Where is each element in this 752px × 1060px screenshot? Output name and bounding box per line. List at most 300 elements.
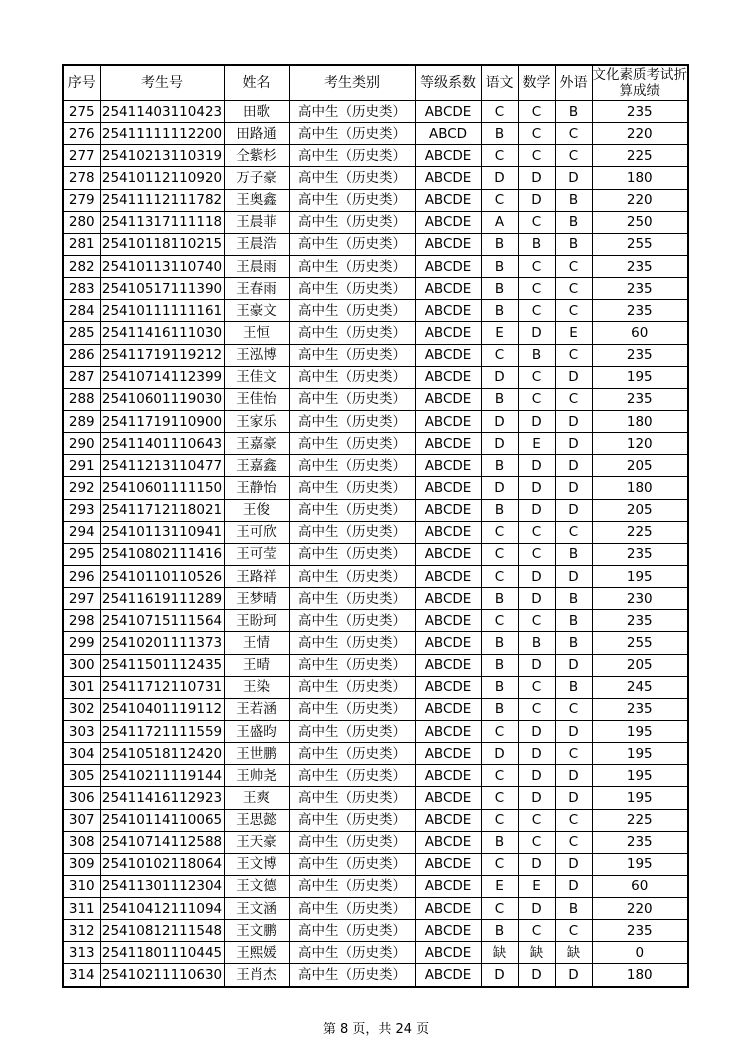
cell-grade-coef: ABCDE xyxy=(415,565,481,587)
cell-grade-coef: ABCDE xyxy=(415,211,481,233)
cell-seq: 288 xyxy=(63,388,100,410)
cell-grade-coef: ABCDE xyxy=(415,278,481,300)
table-row xyxy=(63,632,688,654)
cell-converted-score: 195 xyxy=(592,720,688,742)
cell-foreign: D xyxy=(555,410,592,432)
cell-seq: 278 xyxy=(63,167,100,189)
cell-exam-id: 25411112111782 xyxy=(100,189,224,211)
cell-converted-score: 60 xyxy=(592,875,688,897)
cell-name: 王盛昀 xyxy=(224,720,289,742)
cell-category: 高中生（历史类） xyxy=(289,720,415,742)
cell-seq: 310 xyxy=(63,875,100,897)
cell-category: 高中生（历史类） xyxy=(289,433,415,455)
cell-seq: 313 xyxy=(63,942,100,964)
cell-converted-score: 120 xyxy=(592,433,688,455)
cell-category: 高中生（历史类） xyxy=(289,898,415,920)
cell-foreign: D xyxy=(555,720,592,742)
cell-category: 高中生（历史类） xyxy=(289,743,415,765)
cell-math: C xyxy=(518,255,555,277)
cell-chinese: B xyxy=(481,123,518,145)
cell-exam-id: 25410201111373 xyxy=(100,632,224,654)
cell-math: C xyxy=(518,521,555,543)
cell-chinese: B xyxy=(481,255,518,277)
cell-exam-id: 25411721111559 xyxy=(100,720,224,742)
cell-exam-id: 25410110110526 xyxy=(100,565,224,587)
cell-seq: 298 xyxy=(63,610,100,632)
cell-math: C xyxy=(518,211,555,233)
table-row xyxy=(63,344,688,366)
cell-converted-score: 235 xyxy=(592,610,688,632)
cell-name: 王文涵 xyxy=(224,898,289,920)
cell-chinese: C xyxy=(481,765,518,787)
cell-name: 王可莹 xyxy=(224,543,289,565)
cell-name: 王佳怡 xyxy=(224,388,289,410)
cell-name: 王熙媛 xyxy=(224,942,289,964)
score-table xyxy=(62,64,689,988)
cell-exam-id: 25410601111150 xyxy=(100,477,224,499)
cell-exam-id: 25411719110900 xyxy=(100,410,224,432)
cell-foreign: D xyxy=(555,167,592,189)
cell-chinese: B xyxy=(481,278,518,300)
table-row xyxy=(63,521,688,543)
cell-foreign: D xyxy=(555,654,592,676)
table-row xyxy=(63,964,688,987)
cell-category: 高中生（历史类） xyxy=(289,809,415,831)
cell-name: 王嘉豪 xyxy=(224,433,289,455)
cell-name: 王春雨 xyxy=(224,278,289,300)
cell-seq: 291 xyxy=(63,455,100,477)
cell-converted-score: 255 xyxy=(592,233,688,255)
cell-grade-coef: ABCDE xyxy=(415,920,481,942)
table-row xyxy=(63,211,688,233)
cell-category: 高中生（历史类） xyxy=(289,278,415,300)
cell-grade-coef: ABCDE xyxy=(415,898,481,920)
cell-converted-score: 0 xyxy=(592,942,688,964)
cell-converted-score: 220 xyxy=(592,898,688,920)
cell-name: 仝紫杉 xyxy=(224,145,289,167)
cell-converted-score: 220 xyxy=(592,189,688,211)
cell-converted-score: 195 xyxy=(592,366,688,388)
cell-grade-coef: ABCDE xyxy=(415,743,481,765)
cell-grade-coef: ABCDE xyxy=(415,809,481,831)
table-row xyxy=(63,565,688,587)
cell-name: 王泓博 xyxy=(224,344,289,366)
cell-math: C xyxy=(518,123,555,145)
cell-math: D xyxy=(518,964,555,987)
cell-name: 王路祥 xyxy=(224,565,289,587)
cell-chinese: D xyxy=(481,366,518,388)
cell-chinese: B xyxy=(481,300,518,322)
cell-foreign: C xyxy=(555,831,592,853)
cell-seq: 287 xyxy=(63,366,100,388)
cell-foreign: C xyxy=(555,344,592,366)
cell-math: E xyxy=(518,875,555,897)
cell-name: 王文德 xyxy=(224,875,289,897)
cell-foreign: D xyxy=(555,565,592,587)
cell-seq: 289 xyxy=(63,410,100,432)
cell-math: E xyxy=(518,433,555,455)
cell-seq: 277 xyxy=(63,145,100,167)
table-row xyxy=(63,123,688,145)
table-row xyxy=(63,366,688,388)
cell-converted-score: 235 xyxy=(592,300,688,322)
cell-chinese: C xyxy=(481,898,518,920)
cell-seq: 276 xyxy=(63,123,100,145)
cell-name: 王若涵 xyxy=(224,698,289,720)
cell-math: D xyxy=(518,765,555,787)
cell-foreign: C xyxy=(555,521,592,543)
cell-exam-id: 25410213110319 xyxy=(100,145,224,167)
cell-foreign: D xyxy=(555,765,592,787)
cell-name: 王晨雨 xyxy=(224,255,289,277)
cell-grade-coef: ABCDE xyxy=(415,189,481,211)
cell-chinese: C xyxy=(481,189,518,211)
cell-grade-coef: ABCDE xyxy=(415,720,481,742)
cell-chinese: C xyxy=(481,853,518,875)
cell-math: C xyxy=(518,676,555,698)
cell-chinese: D xyxy=(481,433,518,455)
table-row xyxy=(63,676,688,698)
cell-converted-score: 230 xyxy=(592,588,688,610)
cell-converted-score: 250 xyxy=(592,211,688,233)
cell-math: D xyxy=(518,477,555,499)
cell-exam-id: 25411111112200 xyxy=(100,123,224,145)
cell-chinese: D xyxy=(481,410,518,432)
cell-seq: 305 xyxy=(63,765,100,787)
page-footer: 第 8 页，共 24 页 xyxy=(322,1022,430,1037)
cell-chinese: C xyxy=(481,344,518,366)
table-row xyxy=(63,765,688,787)
cell-math: D xyxy=(518,588,555,610)
cell-grade-coef: ABCDE xyxy=(415,300,481,322)
cell-exam-id: 25410111111161 xyxy=(100,300,224,322)
cell-converted-score: 195 xyxy=(592,765,688,787)
cell-converted-score: 180 xyxy=(592,477,688,499)
cell-category: 高中生（历史类） xyxy=(289,543,415,565)
cell-exam-id: 25411301112304 xyxy=(100,875,224,897)
cell-seq: 290 xyxy=(63,433,100,455)
cell-exam-id: 25411719119212 xyxy=(100,344,224,366)
cell-name: 王帅尧 xyxy=(224,765,289,787)
cell-grade-coef: ABCDE xyxy=(415,255,481,277)
cell-chinese: E xyxy=(481,875,518,897)
cell-seq: 295 xyxy=(63,543,100,565)
table-row xyxy=(63,809,688,831)
cell-foreign: B xyxy=(555,676,592,698)
cell-chinese: D xyxy=(481,477,518,499)
header-name: 姓名 xyxy=(224,65,289,101)
cell-converted-score: 225 xyxy=(592,521,688,543)
cell-exam-id: 25411619111289 xyxy=(100,588,224,610)
cell-exam-id: 25411403110423 xyxy=(100,101,224,123)
cell-category: 高中生（历史类） xyxy=(289,632,415,654)
cell-category: 高中生（历史类） xyxy=(289,920,415,942)
cell-seq: 303 xyxy=(63,720,100,742)
cell-exam-id: 25411801110445 xyxy=(100,942,224,964)
cell-math: C xyxy=(518,698,555,720)
cell-exam-id: 25411712110731 xyxy=(100,676,224,698)
cell-foreign: D xyxy=(555,787,592,809)
table-row xyxy=(63,920,688,942)
table-row xyxy=(63,720,688,742)
cell-foreign: B xyxy=(555,189,592,211)
cell-foreign: C xyxy=(555,123,592,145)
cell-category: 高中生（历史类） xyxy=(289,344,415,366)
cell-seq: 302 xyxy=(63,698,100,720)
cell-math: C xyxy=(518,809,555,831)
cell-name: 田歌 xyxy=(224,101,289,123)
cell-converted-score: 235 xyxy=(592,920,688,942)
cell-foreign: C xyxy=(555,920,592,942)
cell-converted-score: 195 xyxy=(592,787,688,809)
table-header-row xyxy=(63,65,688,101)
cell-grade-coef: ABCDE xyxy=(415,366,481,388)
cell-chinese: C xyxy=(481,101,518,123)
cell-foreign: D xyxy=(555,964,592,987)
cell-grade-coef: ABCDE xyxy=(415,233,481,255)
table-row xyxy=(63,322,688,344)
cell-seq: 307 xyxy=(63,809,100,831)
cell-chinese: C xyxy=(481,787,518,809)
cell-chinese: D xyxy=(481,964,518,987)
cell-category: 高中生（历史类） xyxy=(289,101,415,123)
cell-seq: 296 xyxy=(63,565,100,587)
cell-category: 高中生（历史类） xyxy=(289,654,415,676)
cell-category: 高中生（历史类） xyxy=(289,189,415,211)
cell-exam-id: 25410112110920 xyxy=(100,167,224,189)
cell-foreign: D xyxy=(555,433,592,455)
table-row xyxy=(63,255,688,277)
cell-exam-id: 25410211110630 xyxy=(100,964,224,987)
cell-grade-coef: ABCDE xyxy=(415,499,481,521)
cell-foreign: B xyxy=(555,632,592,654)
cell-seq: 284 xyxy=(63,300,100,322)
cell-math: B xyxy=(518,632,555,654)
cell-seq: 292 xyxy=(63,477,100,499)
cell-grade-coef: ABCDE xyxy=(415,610,481,632)
table-row xyxy=(63,898,688,920)
cell-category: 高中生（历史类） xyxy=(289,521,415,543)
cell-name: 王染 xyxy=(224,676,289,698)
cell-chinese: B xyxy=(481,698,518,720)
table-row xyxy=(63,189,688,211)
cell-seq: 285 xyxy=(63,322,100,344)
cell-chinese: B xyxy=(481,920,518,942)
cell-chinese: C xyxy=(481,720,518,742)
cell-converted-score: 180 xyxy=(592,410,688,432)
cell-converted-score: 195 xyxy=(592,565,688,587)
cell-chinese: B xyxy=(481,676,518,698)
cell-exam-id: 25410102118064 xyxy=(100,853,224,875)
cell-foreign: C xyxy=(555,255,592,277)
cell-math: B xyxy=(518,233,555,255)
cell-converted-score: 235 xyxy=(592,831,688,853)
cell-converted-score: 205 xyxy=(592,499,688,521)
cell-foreign: E xyxy=(555,322,592,344)
table-row xyxy=(63,610,688,632)
cell-category: 高中生（历史类） xyxy=(289,698,415,720)
cell-name: 王文鹏 xyxy=(224,920,289,942)
cell-seq: 279 xyxy=(63,189,100,211)
header-seq: 序号 xyxy=(63,65,100,101)
cell-foreign: C xyxy=(555,300,592,322)
cell-exam-id: 25410211119144 xyxy=(100,765,224,787)
cell-seq: 281 xyxy=(63,233,100,255)
cell-chinese: E xyxy=(481,322,518,344)
header-grade-coef: 等级系数 xyxy=(415,65,481,101)
cell-category: 高中生（历史类） xyxy=(289,875,415,897)
cell-exam-id: 25410601119030 xyxy=(100,388,224,410)
cell-seq: 294 xyxy=(63,521,100,543)
cell-foreign: B xyxy=(555,898,592,920)
cell-category: 高中生（历史类） xyxy=(289,300,415,322)
cell-category: 高中生（历史类） xyxy=(289,831,415,853)
cell-foreign: 缺 xyxy=(555,942,592,964)
cell-converted-score: 180 xyxy=(592,964,688,987)
cell-exam-id: 25410812111548 xyxy=(100,920,224,942)
cell-seq: 308 xyxy=(63,831,100,853)
cell-category: 高中生（历史类） xyxy=(289,145,415,167)
cell-exam-id: 25410517111390 xyxy=(100,278,224,300)
cell-category: 高中生（历史类） xyxy=(289,610,415,632)
table-row xyxy=(63,477,688,499)
cell-grade-coef: ABCDE xyxy=(415,145,481,167)
table-row xyxy=(63,831,688,853)
cell-category: 高中生（历史类） xyxy=(289,942,415,964)
table-row xyxy=(63,388,688,410)
cell-name: 王恒 xyxy=(224,322,289,344)
cell-chinese: B xyxy=(481,388,518,410)
cell-name: 王爽 xyxy=(224,787,289,809)
cell-converted-score: 245 xyxy=(592,676,688,698)
cell-chinese: 缺 xyxy=(481,942,518,964)
cell-seq: 299 xyxy=(63,632,100,654)
cell-seq: 309 xyxy=(63,853,100,875)
cell-seq: 280 xyxy=(63,211,100,233)
cell-name: 王肖杰 xyxy=(224,964,289,987)
header-chinese: 语文 xyxy=(481,65,518,101)
cell-name: 王思懿 xyxy=(224,809,289,831)
cell-foreign: C xyxy=(555,278,592,300)
cell-exam-id: 25411416112923 xyxy=(100,787,224,809)
cell-category: 高中生（历史类） xyxy=(289,410,415,432)
cell-converted-score: 235 xyxy=(592,278,688,300)
cell-name: 王世鹏 xyxy=(224,743,289,765)
cell-seq: 286 xyxy=(63,344,100,366)
cell-seq: 282 xyxy=(63,255,100,277)
cell-grade-coef: ABCDE xyxy=(415,388,481,410)
cell-math: D xyxy=(518,565,555,587)
cell-foreign: D xyxy=(555,455,592,477)
cell-category: 高中生（历史类） xyxy=(289,565,415,587)
table-row xyxy=(63,167,688,189)
cell-name: 王盼珂 xyxy=(224,610,289,632)
cell-category: 高中生（历史类） xyxy=(289,366,415,388)
cell-exam-id: 25410518112420 xyxy=(100,743,224,765)
header-category: 考生类别 xyxy=(289,65,415,101)
cell-seq: 314 xyxy=(63,964,100,987)
cell-name: 王文博 xyxy=(224,853,289,875)
cell-converted-score: 60 xyxy=(592,322,688,344)
table-row xyxy=(63,543,688,565)
table-row xyxy=(63,654,688,676)
cell-category: 高中生（历史类） xyxy=(289,588,415,610)
cell-grade-coef: ABCDE xyxy=(415,167,481,189)
cell-foreign: B xyxy=(555,233,592,255)
cell-chinese: D xyxy=(481,167,518,189)
cell-math: C xyxy=(518,145,555,167)
cell-math: D xyxy=(518,499,555,521)
table-row xyxy=(63,942,688,964)
cell-seq: 293 xyxy=(63,499,100,521)
table-row xyxy=(63,787,688,809)
cell-grade-coef: ABCDE xyxy=(415,853,481,875)
cell-math: C xyxy=(518,101,555,123)
table-row xyxy=(63,101,688,123)
cell-foreign: B xyxy=(555,211,592,233)
table-row xyxy=(63,145,688,167)
cell-name: 王佳文 xyxy=(224,366,289,388)
table-row xyxy=(63,698,688,720)
cell-seq: 304 xyxy=(63,743,100,765)
header-exam-id: 考生号 xyxy=(100,65,224,101)
cell-foreign: C xyxy=(555,388,592,410)
cell-grade-coef: ABCDE xyxy=(415,543,481,565)
cell-converted-score: 220 xyxy=(592,123,688,145)
cell-exam-id: 25410114110065 xyxy=(100,809,224,831)
cell-converted-score: 225 xyxy=(592,809,688,831)
cell-converted-score: 235 xyxy=(592,543,688,565)
cell-grade-coef: ABCDE xyxy=(415,942,481,964)
cell-grade-coef: ABCDE xyxy=(415,964,481,987)
cell-chinese: B xyxy=(481,831,518,853)
cell-converted-score: 235 xyxy=(592,388,688,410)
cell-category: 高中生（历史类） xyxy=(289,477,415,499)
cell-math: B xyxy=(518,344,555,366)
cell-grade-coef: ABCDE xyxy=(415,588,481,610)
cell-math: C xyxy=(518,543,555,565)
cell-category: 高中生（历史类） xyxy=(289,388,415,410)
cell-chinese: C xyxy=(481,521,518,543)
cell-seq: 311 xyxy=(63,898,100,920)
cell-math: 缺 xyxy=(518,942,555,964)
table-row xyxy=(63,233,688,255)
cell-name: 王俊 xyxy=(224,499,289,521)
cell-converted-score: 235 xyxy=(592,344,688,366)
cell-category: 高中生（历史类） xyxy=(289,499,415,521)
cell-foreign: D xyxy=(555,499,592,521)
cell-foreign: D xyxy=(555,875,592,897)
cell-math: D xyxy=(518,322,555,344)
cell-grade-coef: ABCDE xyxy=(415,477,481,499)
cell-converted-score: 225 xyxy=(592,145,688,167)
cell-grade-coef: ABCDE xyxy=(415,875,481,897)
table-row xyxy=(63,743,688,765)
cell-name: 田路通 xyxy=(224,123,289,145)
cell-chinese: B xyxy=(481,233,518,255)
table-row xyxy=(63,278,688,300)
cell-name: 王情 xyxy=(224,632,289,654)
cell-exam-id: 25410802111416 xyxy=(100,543,224,565)
cell-name: 王梦晴 xyxy=(224,588,289,610)
cell-grade-coef: ABCD xyxy=(415,123,481,145)
cell-chinese: B xyxy=(481,588,518,610)
cell-chinese: C xyxy=(481,610,518,632)
cell-foreign: C xyxy=(555,145,592,167)
cell-exam-id: 25411401110643 xyxy=(100,433,224,455)
cell-chinese: C xyxy=(481,565,518,587)
cell-category: 高中生（历史类） xyxy=(289,765,415,787)
